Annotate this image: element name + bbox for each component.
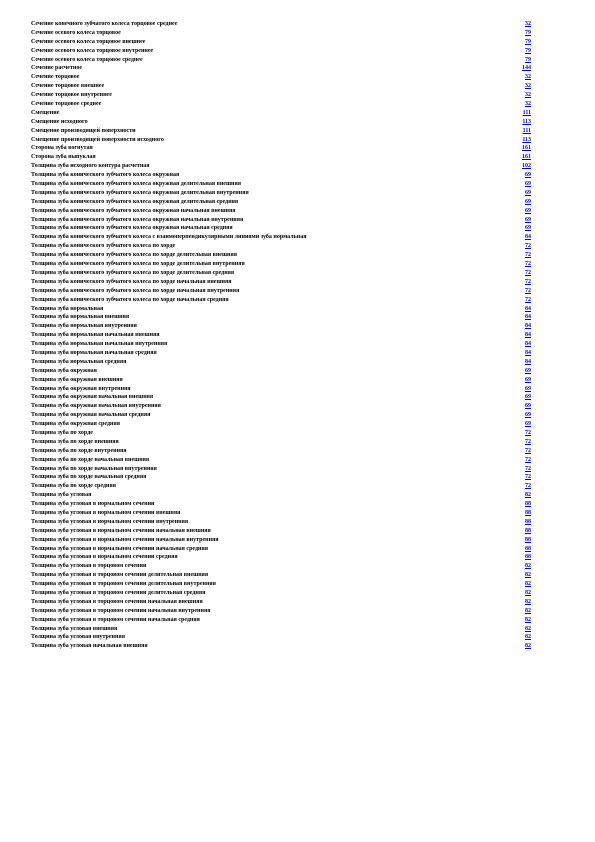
index-term: Сечение расчетное	[31, 65, 83, 72]
page-link[interactable]: 69	[525, 367, 531, 374]
index-term: Толщина зуба конического зубчатого колеса окружная делительная средняя	[31, 198, 239, 205]
index-entry	[31, 562, 531, 571]
page-link[interactable]: 161	[522, 154, 531, 161]
index-term: Толщина зуба конического зубчатого колеса с взаимоперпендикулярными линиями зуба нормальная	[31, 234, 307, 241]
page-link[interactable]: 111	[522, 109, 531, 116]
index-entry	[31, 393, 531, 402]
index-entry	[31, 153, 531, 162]
page-link[interactable]: 72	[525, 278, 531, 285]
index-entry	[31, 527, 531, 536]
page-link[interactable]: 69	[525, 385, 531, 392]
index-term: Толщина зуба нормальная	[31, 305, 104, 312]
page-link[interactable]: 69	[525, 403, 531, 410]
index-term: Толщина зуба конического зубчатого колеса окружная делительная внутренняя	[31, 189, 249, 196]
index-entry	[31, 456, 531, 465]
page-link[interactable]: 72	[525, 474, 531, 481]
page-link[interactable]: 79	[525, 29, 531, 36]
page-link[interactable]: 72	[525, 269, 531, 276]
page-link[interactable]: 82	[525, 563, 531, 570]
page-link[interactable]: 72	[525, 252, 531, 259]
index-entry	[31, 385, 531, 394]
subject-index	[31, 20, 531, 651]
index-entry	[31, 91, 531, 100]
index-term: Толщина зуба нормальная внутренняя	[31, 323, 137, 330]
index-term: Толщина зуба нормальная начальная внутренняя	[31, 341, 168, 348]
index-entry	[31, 491, 531, 500]
index-entry	[31, 438, 531, 447]
page-link[interactable]: 102	[522, 163, 531, 170]
index-term: Сечение торцовое	[31, 74, 80, 81]
index-entry	[31, 429, 531, 438]
index-term: Толщина зуба конического зубчатого колеса по хорде делительная внутренняя	[31, 261, 245, 268]
index-entry	[31, 553, 531, 562]
index-entry	[31, 331, 531, 340]
index-entry	[31, 180, 531, 189]
index-term: Толщина зуба конического зубчатого колеса по хорде начальная внутренняя	[31, 287, 240, 294]
index-entry	[31, 47, 531, 56]
index-term: Толщина зуба по хорде средняя	[31, 483, 116, 490]
index-entry	[31, 536, 531, 545]
index-term: Толщина зуба по хорде внутренняя	[31, 447, 127, 454]
index-entry	[31, 64, 531, 73]
index-entry	[31, 287, 531, 296]
index-term: Толщина зуба конического зубчатого колеса по хорде начальная средняя	[31, 296, 229, 303]
page-link[interactable]: 72	[525, 243, 531, 250]
index-term: Толщина зуба конического зубчатого колеса окружная начальная средняя	[31, 225, 233, 232]
page-link[interactable]: 32	[525, 92, 531, 99]
index-entry	[31, 500, 531, 509]
page-link[interactable]: 88	[525, 545, 531, 552]
index-entry	[31, 580, 531, 589]
index-entry	[31, 358, 531, 367]
index-entry	[31, 509, 531, 518]
index-entry	[31, 260, 531, 269]
index-entry	[31, 278, 531, 287]
index-term: Толщина зуба по хорде начальная средняя	[31, 474, 147, 481]
page-link[interactable]: 88	[525, 501, 531, 508]
index-entry	[31, 242, 531, 251]
index-entry	[31, 73, 531, 82]
page-link[interactable]: 72	[525, 261, 531, 268]
index-term: Сторона зуба выпуклая	[31, 154, 96, 161]
page-link[interactable]: 82	[525, 581, 531, 588]
index-term: Смещение производящей поверхности исходного	[31, 136, 164, 143]
page-link[interactable]: 69	[525, 421, 531, 428]
index-entry	[31, 607, 531, 616]
page-link[interactable]: 79	[525, 47, 531, 54]
page-link[interactable]: 32	[525, 83, 531, 90]
index-entry	[31, 233, 531, 242]
index-entry	[31, 207, 531, 216]
page-link[interactable]: 84	[525, 341, 531, 348]
page-link[interactable]: 82	[525, 590, 531, 596]
index-entry	[31, 482, 531, 491]
page-link[interactable]: 72	[525, 296, 531, 303]
page-link[interactable]: 161	[522, 145, 531, 152]
page-link[interactable]: 72	[525, 287, 531, 294]
index-entry	[31, 616, 531, 625]
index-term: Сечение торцовое внутреннее	[31, 92, 112, 99]
index-term: Толщина зуба окружная	[31, 367, 97, 374]
index-term: Толщина зуба угловая в торцовом сечении начальная внутренняя	[31, 607, 211, 614]
page-link[interactable]: 72	[525, 456, 531, 463]
page-link[interactable]: 69	[525, 412, 531, 419]
index-term: Толщина зуба окружная начальная средняя	[31, 412, 151, 419]
index-term: Толщина зуба окружная средняя	[31, 421, 120, 428]
index-entry	[31, 251, 531, 260]
index-term: Толщина зуба окружная начальная внешняя	[31, 394, 154, 401]
page-link[interactable]: 69	[525, 181, 531, 188]
index-entry	[31, 305, 531, 314]
page-link[interactable]: 82	[525, 625, 531, 632]
index-term: Толщина зуба угловая в торцовом сечении	[31, 563, 147, 570]
index-term: Толщина зуба угловая внешняя	[31, 625, 118, 632]
page-link[interactable]: 69	[525, 198, 531, 205]
index-term: Смещение исходного	[31, 118, 88, 125]
page-link[interactable]: 88	[525, 554, 531, 561]
index-entry	[31, 571, 531, 580]
index-term: Сечение осевого колеса торцовое	[31, 29, 121, 36]
page-link[interactable]: 82	[525, 598, 531, 605]
index-entry	[31, 545, 531, 554]
page-link[interactable]: 32	[525, 101, 531, 108]
page-link[interactable]: 84	[525, 305, 531, 312]
index-term: Толщина зуба конического зубчатого колеса по хорде	[31, 243, 176, 250]
index-entry	[31, 642, 531, 651]
index-entry	[31, 269, 531, 278]
page-link[interactable]: 84	[525, 349, 531, 356]
index-term: Толщина зуба угловая внутренняя	[31, 634, 125, 641]
index-entry	[31, 367, 531, 376]
index-entry	[31, 82, 531, 91]
index-entry	[31, 313, 531, 322]
index-term: Толщина зуба конического зубчатого колеса по хорде делительная внешняя	[31, 252, 237, 259]
index-term: Толщина зуба по хорде	[31, 429, 93, 436]
page-link[interactable]: 113	[522, 118, 531, 125]
page-link[interactable]: 84	[525, 332, 531, 339]
page-link[interactable]: 144	[522, 65, 531, 72]
index-term: Толщина зуба конического зубчатого колеса по хорде начальная внешняя	[31, 278, 232, 285]
page-link[interactable]: 84	[525, 314, 531, 321]
index-term: Толщина зуба по хорде начальная внутренняя	[31, 465, 157, 472]
index-term: Толщина зуба конического зубчатого колеса окружная начальная внешняя	[31, 207, 236, 214]
page-link[interactable]: 82	[525, 492, 531, 499]
index-term: Толщина зуба конического зубчатого колеса окружная начальная внутренняя	[31, 216, 244, 223]
page-link[interactable]: 84	[525, 323, 531, 330]
index-entry	[31, 340, 531, 349]
index-entry	[31, 349, 531, 358]
index-term: Толщина зуба исходного контура расчетная	[31, 163, 150, 170]
page-link[interactable]: 82	[525, 616, 531, 623]
index-term: Толщина зуба угловая в нормальном сечении начальная средняя	[31, 545, 208, 552]
page-link[interactable]: 82	[525, 607, 531, 614]
page-link[interactable]: 69	[525, 376, 531, 383]
page-link[interactable]: 69	[525, 394, 531, 401]
index-entry	[31, 171, 531, 180]
index-entry	[31, 100, 531, 109]
index-entry	[31, 625, 531, 634]
page-link[interactable]: 32	[525, 74, 531, 81]
index-term: Сечение осевого колеса торцовое среднее	[31, 56, 143, 63]
page-link[interactable]: 69	[525, 216, 531, 223]
page-link[interactable]: 82	[525, 572, 531, 579]
index-term: Толщина зуба угловая	[31, 492, 92, 499]
index-entry	[31, 109, 531, 118]
index-term: Сторона зуба вогнутая	[31, 145, 93, 152]
index-term: Толщина зуба по хорде начальная внешняя	[31, 456, 150, 463]
page-link[interactable]: 113	[522, 136, 531, 143]
page-link[interactable]: 84	[525, 358, 531, 365]
index-term: Сечение торцовое внешнее	[31, 83, 105, 90]
index-term: Толщина зуба угловая в торцовом сечении делительная внутренняя	[31, 581, 216, 588]
index-term: Толщина зуба угловая в торцовом сечении делительная средняя	[31, 590, 206, 596]
index-term: Толщина зуба угловая в торцовом сечении начальная средняя	[31, 616, 200, 623]
index-term: Толщина зуба конического зубчатого колеса окружная	[31, 172, 180, 179]
index-term: Толщина зуба конического зубчатого колеса по хорде делительная средняя	[31, 269, 235, 276]
index-entry	[31, 189, 531, 198]
index-entry	[31, 296, 531, 305]
index-entry	[31, 20, 531, 29]
page-link[interactable]: 72	[525, 483, 531, 490]
index-term: Толщина зуба окружная внешняя	[31, 376, 123, 383]
index-term: Толщина зуба угловая в нормальном сечении начальная внутренняя	[31, 536, 219, 543]
index-term: Толщина зуба по хорде внешняя	[31, 438, 119, 445]
index-entry	[31, 322, 531, 331]
index-entry	[31, 633, 531, 642]
page-link[interactable]: 72	[525, 429, 531, 436]
page-link[interactable]: 82	[525, 634, 531, 641]
index-term: Толщина зуба угловая начальная внешняя	[31, 643, 148, 650]
page-link[interactable]: 69	[525, 189, 531, 196]
index-entry	[31, 447, 531, 456]
index-term: Сечение конечного зубчатого колеса торцовое среднее	[31, 21, 178, 27]
page-link[interactable]: 72	[525, 438, 531, 445]
index-term: Толщина зуба угловая в нормальном сечении внутренняя	[31, 518, 189, 525]
index-term: Толщина зуба угловая в торцовом сечении делительная внешняя	[31, 572, 209, 579]
page-link[interactable]: 111	[522, 127, 531, 134]
page-link[interactable]: 32	[525, 21, 531, 27]
page-link[interactable]: 88	[525, 536, 531, 543]
index-entry	[31, 198, 531, 207]
index-term: Смещение	[31, 109, 60, 116]
index-term: Сечение торцовое среднее	[31, 101, 102, 108]
page-link[interactable]: 82	[525, 643, 531, 650]
index-entry	[31, 473, 531, 482]
index-term: Толщина зуба нормальная начальная внешняя	[31, 332, 160, 339]
index-entry	[31, 411, 531, 420]
page-link[interactable]: 88	[525, 518, 531, 525]
index-term: Толщина зуба окружная начальная внутренняя	[31, 403, 161, 410]
index-entry	[31, 224, 531, 233]
page-link[interactable]: 88	[525, 509, 531, 516]
index-entry	[31, 56, 531, 65]
index-entry	[31, 598, 531, 607]
index-term: Толщина зуба конического зубчатого колеса окружная делительная внешняя	[31, 181, 241, 188]
page-link[interactable]: 69	[525, 225, 531, 232]
page-link[interactable]: 69	[525, 172, 531, 179]
index-entry	[31, 402, 531, 411]
index-entry	[31, 118, 531, 127]
index-term: Сечение осевого колеса торцовое внутреннее	[31, 47, 154, 54]
index-entry	[31, 162, 531, 171]
index-entry	[31, 38, 531, 47]
index-entry	[31, 420, 531, 429]
index-entry	[31, 216, 531, 225]
page-link[interactable]: 88	[525, 527, 531, 534]
page-link[interactable]: 79	[525, 56, 531, 63]
index-entry	[31, 144, 531, 153]
page-link[interactable]: 79	[525, 38, 531, 45]
index-entry	[31, 136, 531, 145]
index-term: Смещение производящей поверхности	[31, 127, 136, 134]
index-term: Толщина зуба угловая в торцовом сечении начальная внешняя	[31, 598, 203, 605]
index-term: Толщина зуба угловая в нормальном сечении начальная внешняя	[31, 527, 211, 534]
page-link[interactable]: 72	[525, 465, 531, 472]
index-term: Толщина зуба нормальная средняя	[31, 358, 127, 365]
index-entry	[31, 589, 531, 598]
index-term: Толщина зуба угловая в нормальном сечении внешняя	[31, 509, 181, 516]
index-entry	[31, 127, 531, 136]
page-link[interactable]: 84	[525, 234, 531, 241]
index-term: Толщина зуба нормальная начальная средняя	[31, 349, 157, 356]
index-term: Толщина зуба угловая в нормальном сечении средняя	[31, 554, 178, 561]
index-entry	[31, 465, 531, 474]
index-term: Толщина зуба нормальная внешняя	[31, 314, 130, 321]
index-term: Толщина зуба окружная внутренняя	[31, 385, 131, 392]
index-term: Сечение осевого колеса торцовое внешнее	[31, 38, 146, 45]
page-link[interactable]: 72	[525, 447, 531, 454]
index-entry	[31, 29, 531, 38]
index-entry	[31, 376, 531, 385]
page-link[interactable]: 69	[525, 207, 531, 214]
index-entry	[31, 518, 531, 527]
index-term: Толщина зуба угловая в нормальном сечении	[31, 501, 155, 508]
